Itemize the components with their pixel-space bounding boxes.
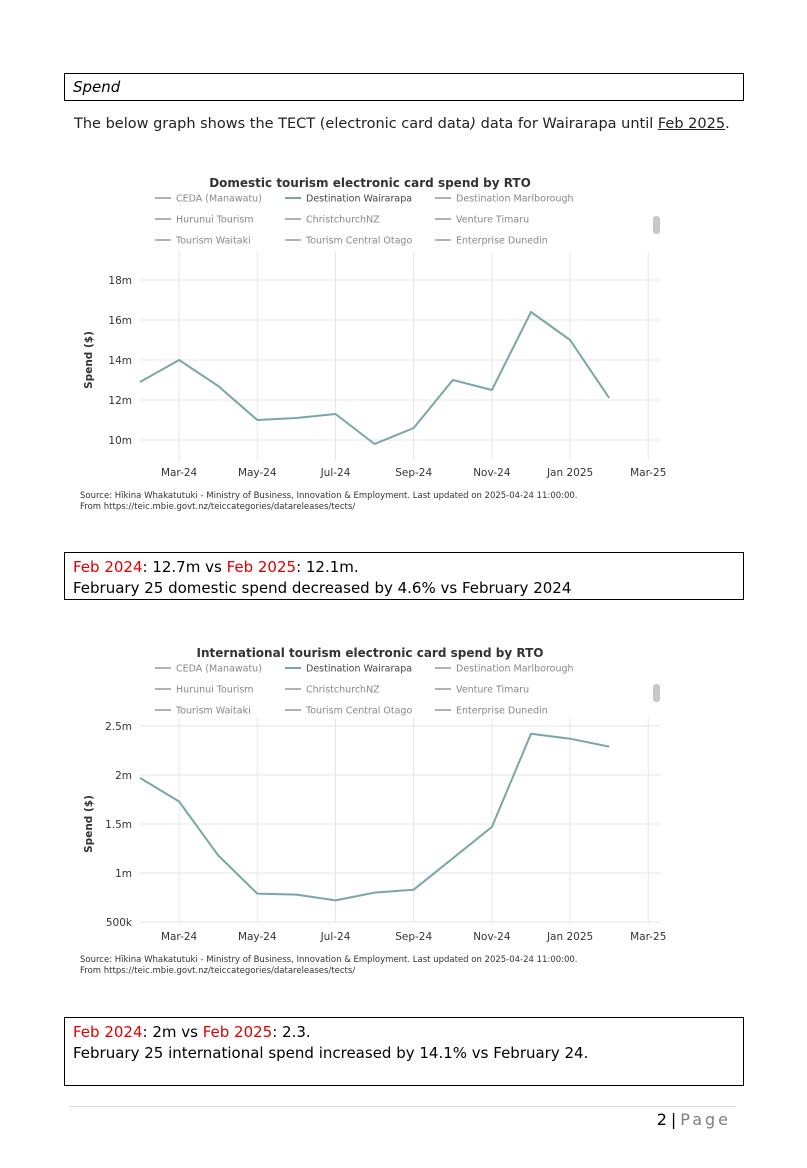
- legend-label-5: Venture Timaru: [456, 684, 530, 696]
- x-tick-label: May-24: [237, 467, 277, 479]
- legend-scrollbar: [653, 216, 660, 234]
- legend-label-0: CEDA (Manawatu): [176, 663, 262, 675]
- legend-label-6: Tourism Waitaki: [176, 705, 251, 717]
- x-tick-label: Jan 2025: [546, 931, 594, 943]
- legend-label-1: Destination Wairarapa: [306, 193, 413, 205]
- legend-label-4: ChristchurchNZ: [306, 214, 380, 226]
- chart-title: Domestic tourism electronic card spend by RTO: [209, 176, 531, 190]
- chart-source: Source: Hīkina Whakatutuki - Ministry of Business, Innovation & Employment. Last updated on 2025-04-24 11:00:00.: [80, 955, 578, 965]
- intro-text-1: The below graph shows the TECT (electronic card data: [74, 116, 471, 132]
- international-note-b-text: : 2.3.: [272, 1023, 311, 1041]
- intro-text-3: .: [725, 116, 730, 132]
- chart-title: International tourism electronic card spend by RTO: [196, 646, 544, 660]
- domestic-chart-svg: [70, 170, 670, 515]
- domestic-note-a-text: : 12.7m vs: [142, 558, 227, 576]
- domestic-note: [64, 552, 744, 600]
- international-note-line2: February 25 international spend increased by 14.1% vs February 24.: [73, 1044, 589, 1062]
- page-number-footer: [657, 1110, 731, 1129]
- domestic-note-line2: February 25 domestic spend decreased by 4.6% vs February 2024: [73, 579, 572, 597]
- intro-text-2: data for Wairarapa until: [476, 116, 658, 132]
- domestic-note-feb25: Feb 2025: [226, 558, 297, 576]
- chart-source-url: From https://teic.mbie.govt.nz/teiccategories/datareleases/tects/: [80, 502, 356, 512]
- x-tick-label: Nov-24: [473, 931, 511, 943]
- domestic-note-b-text: : 12.1m.: [296, 558, 359, 576]
- x-tick-label: Jul-24: [320, 931, 351, 943]
- international-note-a-text: : 2m vs: [142, 1023, 203, 1041]
- legend-scrollbar: [653, 684, 660, 702]
- x-tick-label: Sep-24: [395, 931, 433, 943]
- legend-label-7: Tourism Central Otago: [306, 235, 413, 247]
- intro-text-italic: ): [470, 116, 476, 132]
- international-note-line1: [73, 1022, 735, 1043]
- x-tick-label: Mar-24: [160, 931, 198, 943]
- international-chart-svg: [70, 640, 670, 985]
- legend-label-4: ChristchurchNZ: [306, 684, 380, 696]
- chart-source-url: From https://teic.mbie.govt.nz/teiccategories/datareleases/tects/: [80, 966, 356, 976]
- footer-divider: [70, 1106, 736, 1107]
- domestic-note-line1: [73, 557, 735, 578]
- y-tick-label: 16m: [108, 315, 132, 327]
- y-tick-label: 500k: [105, 917, 132, 929]
- series-line-destination-wairarapa: [140, 734, 609, 901]
- legend-label-1: Destination Wairarapa: [306, 663, 413, 675]
- y-tick-label: 1.5m: [105, 819, 132, 831]
- intro-link[interactable]: Feb 2025: [657, 116, 726, 132]
- international-note-feb24: Feb 2024: [73, 1023, 143, 1041]
- intro-paragraph: [74, 116, 730, 132]
- y-axis-label: Spend ($): [83, 331, 95, 389]
- x-tick-label: May-24: [237, 931, 277, 943]
- page-number: 2: [656, 1110, 667, 1129]
- section-heading: [64, 73, 744, 101]
- x-tick-label: Nov-24: [473, 467, 511, 479]
- y-tick-label: 2.5m: [105, 721, 132, 733]
- chart-source: Source: Hīkina Whakatutuki - Ministry of Business, Innovation & Employment. Last updated on 2025-04-24 11:00:00.: [80, 491, 578, 501]
- y-tick-label: 12m: [108, 395, 132, 407]
- x-tick-label: Mar-25: [630, 931, 667, 943]
- international-note: [64, 1017, 744, 1086]
- page-label: Page: [680, 1110, 731, 1129]
- y-tick-label: 2m: [115, 770, 132, 782]
- legend-label-5: Venture Timaru: [456, 214, 530, 226]
- x-tick-label: Mar-24: [160, 467, 198, 479]
- domestic-note-feb24: Feb 2024: [73, 558, 143, 576]
- x-tick-label: Sep-24: [395, 467, 433, 479]
- legend-label-0: CEDA (Manawatu): [176, 193, 262, 205]
- legend-label-8: Enterprise Dunedin: [456, 705, 548, 717]
- x-tick-label: Jan 2025: [546, 467, 594, 479]
- y-tick-label: 1m: [115, 868, 132, 880]
- legend-label-3: Hurunui Tourism: [176, 214, 254, 226]
- y-tick-label: 14m: [108, 355, 132, 367]
- y-tick-label: 10m: [108, 435, 132, 447]
- international-note-feb25: Feb 2025: [202, 1023, 273, 1041]
- section-heading-text: Spend: [73, 78, 121, 96]
- page-separator: |: [670, 1110, 677, 1129]
- y-tick-label: 18m: [108, 275, 132, 287]
- x-tick-label: Mar-25: [630, 467, 667, 479]
- y-axis-label: Spend ($): [83, 795, 95, 853]
- domestic-chart: [70, 170, 670, 515]
- legend-label-6: Tourism Waitaki: [176, 235, 251, 247]
- x-tick-label: Jul-24: [320, 467, 351, 479]
- series-line-destination-wairarapa: [140, 312, 609, 444]
- legend-label-8: Enterprise Dunedin: [456, 235, 548, 247]
- legend-label-3: Hurunui Tourism: [176, 684, 254, 696]
- legend-label-2: Destination Marlborough: [456, 663, 574, 675]
- international-chart: [70, 640, 670, 985]
- legend-label-7: Tourism Central Otago: [306, 705, 413, 717]
- legend-label-2: Destination Marlborough: [456, 193, 574, 205]
